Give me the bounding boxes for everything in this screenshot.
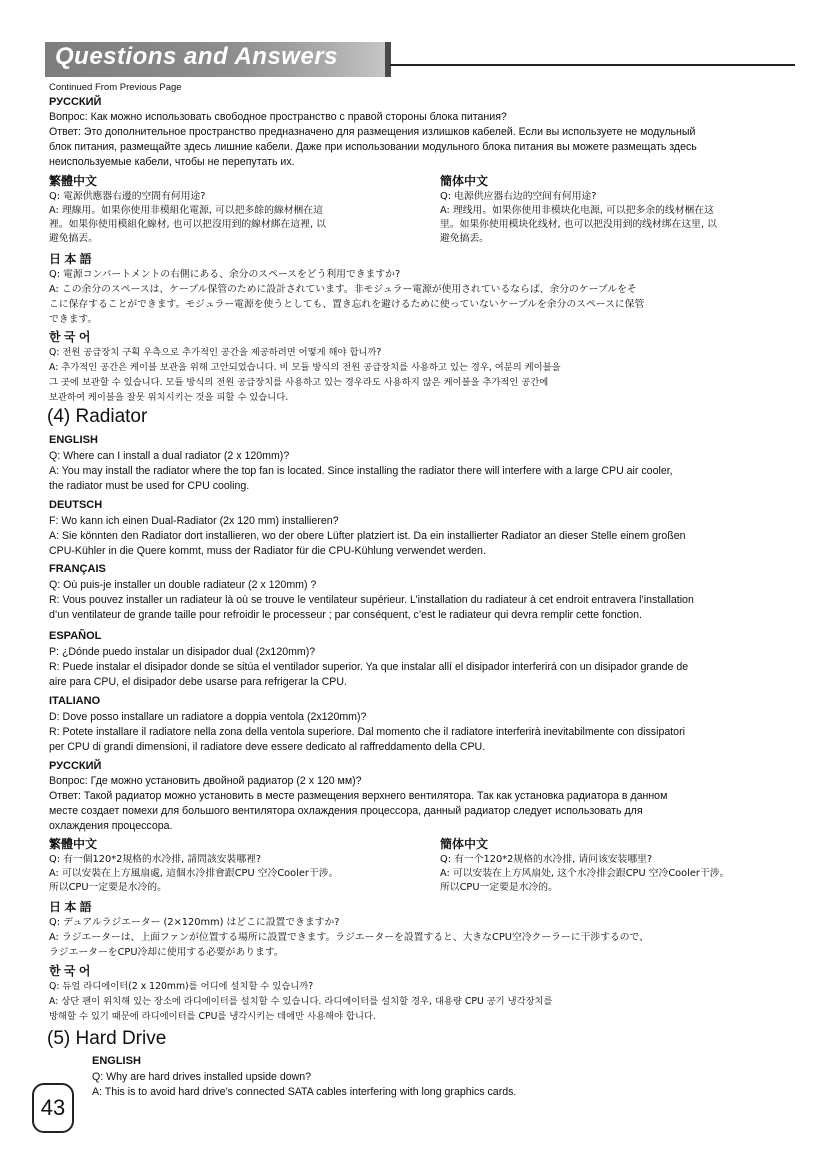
answer-text: aire para CPU, el disipador debe usarse para refrigerar la CPU.: [49, 676, 347, 688]
question-text: Q: 有一個120*2規格的水冷排, 請問該安裝哪裡?: [49, 854, 262, 865]
question-text: F: Wo kann ich einen Dual-Radiator (2x 120 mm) installieren?: [49, 515, 339, 527]
answer-text: 보관하여 케이블을 잘못 위치시키는 것을 피할 수 있습니다.: [49, 392, 289, 403]
lang-label-sc: 簡体中文: [440, 174, 489, 188]
lang-label-ko: 한 국 어: [49, 330, 91, 344]
answer-text: месте создает помехи для большого вентилятора охлаждения процессора, данный радиатор следует использовать для: [49, 805, 643, 817]
answer-text: A: 理线用。如果你使用非模块化电源, 可以把多余的线材梱在这: [440, 205, 714, 216]
page-title: Questions and Answers: [55, 43, 339, 70]
answer-text: 裡。如果你使用模組化線材, 也可以把沒用到的線材綁在這裡, 以: [49, 219, 326, 230]
answer-text: 그 곳에 보관할 수 있습니다. 모듈 방식의 전원 공급장치를 사용하고 있는 경우라도 사용하지 않은 케이블을 추가적인 공간에: [49, 377, 549, 388]
answer-text: ラジエーターをCPU冷却に使用する必要があります。: [49, 947, 284, 958]
answer-text: A: 理線用。如果你使用非模組化電源, 可以把多餘的線材梱在這: [49, 205, 323, 216]
header-rule: [390, 64, 795, 66]
answer-text: 所以CPU一定要是水冷的。: [49, 882, 167, 893]
answer-text: A: 可以安装在上方风扇处, 这个水冷排会跟CPU 空冷Cooler干涉。: [440, 868, 730, 879]
lang-label-en: ENGLISH: [92, 1055, 141, 1067]
answer-text: per CPU di grandi dimensioni, il radiatore deve essere dedicato al raffreddamento della CPU.: [49, 741, 486, 753]
answer-text: блок питания, размещайте здесь лишние кабели. Даже при использовании модульного блока питания вы можете размещать здесь: [49, 141, 697, 153]
question-text: Q: 듀얼 라디에이터(2 x 120mm)를 어디에 설치할 수 있습니까?: [49, 981, 314, 992]
lang-label-tc: 繁體中文: [49, 837, 98, 851]
question-text: Q: 電源コンパートメントの右側にある、余分のスペースをどう利用できますか?: [49, 269, 401, 280]
question-text: Q: Why are hard drives installed upside down?: [92, 1071, 312, 1083]
answer-text: 里。如果你使用模块化线材, 也可以把没用到的线材绑在这里, 以: [440, 219, 717, 230]
lang-label-fr: FRANÇAIS: [49, 563, 106, 575]
header-accent: [385, 42, 391, 77]
lang-label-es: ESPAÑOL: [49, 630, 102, 642]
answer-text: こに保存することができます。モジュラー電源を使うとしても、置き忘れを避けるために使っていないケーブルを余分のスペースに保管: [49, 299, 645, 310]
answer-text: CPU-Kühler in die Quere kommt, muss der Radiator für die CPU-Kühlung verwendet werden.: [49, 545, 486, 557]
answer-text: охлаждения процессора.: [49, 820, 173, 832]
lang-label-jp: 日 本 語: [49, 900, 92, 914]
lang-label-it: ITALIANO: [49, 695, 101, 707]
answer-text: A: 可以安裝在上方風扇處, 這個水冷排會跟CPU 空冷Cooler干涉。: [49, 868, 339, 879]
question-text: Вопрос: Как можно использовать свободное пространство с правой стороны блока питания?: [49, 111, 507, 123]
answer-text: d’un ventilateur de grande taille pour refroidir le processeur ; par conséquent, c’est le radiateur qui devra remplir cette fonction.: [49, 609, 642, 621]
answer-text: できます。: [49, 314, 98, 325]
question-text: Q: 전원 공급장치 구획 우측으로 추가적인 공간을 제공하려면 어떻게 해야 합니까?: [49, 347, 382, 358]
answer-text: A: 추가적인 공간은 케이블 보관을 위해 고안되었습니다. 비 모듈 방식의 전원 공급장치를 사용하고 있는 경우, 여분의 케이블을: [49, 362, 561, 373]
answer-text: A: You may install the radiator where the top fan is located. Since installing the radiator there will interfere with a large CPU air cooler,: [49, 465, 673, 477]
question-text: P: ¿Dónde puedo instalar un disipador dual (2x120mm)?: [49, 646, 316, 658]
lang-label-ru: РУССКИЙ: [49, 760, 102, 772]
page-number: 43: [32, 1083, 74, 1133]
answer-text: A: This is to avoid hard drive’s connected SATA cables interfering with long graphics cards.: [92, 1086, 517, 1098]
answer-text: A: この余分のスペースは、ケーブル保管のために設計されています。非モジュラー電源が使用されているならば、余分のケーブルをそ: [49, 284, 637, 295]
continued-note: Continued From Previous Page: [49, 82, 182, 93]
answer-text: 避免搞丟。: [49, 233, 98, 244]
lang-label-tc: 繁體中文: [49, 174, 98, 188]
lang-label-en: ENGLISH: [49, 434, 98, 446]
lang-label-jp: 日 本 語: [49, 252, 92, 266]
answer-text: 所以CPU一定要是水冷的。: [440, 882, 558, 893]
question-text: Q: 電源供應器右邊的空間有何用途?: [49, 191, 206, 202]
answer-text: R: Potete installare il radiatore nella zona della ventola superiore. Dal momento che il radiatore interferirà inevitabilmente con dissipatori: [49, 726, 685, 738]
section-title-radiator: (4) Radiator: [47, 406, 148, 427]
lang-label-ru: РУССКИЙ: [49, 96, 102, 108]
lang-label-de: DEUTSCH: [49, 499, 103, 511]
question-text: Q: デュアルラジエーター (2×120mm) はどこに設置できますか?: [49, 917, 340, 928]
question-text: Q: Où puis-je installer un double radiateur (2 x 120mm) ?: [49, 579, 317, 591]
answer-text: Ответ: Это дополнительное пространство предназначено для размещения излишков кабелей. Если вы используете не модульный: [49, 126, 696, 138]
question-text: Q: 电源供应器右边的空间有何用途?: [440, 191, 597, 202]
answer-text: Ответ: Такой радиатор можно установить в месте размещения верхнего вентилятора. Так как установка радиатора в данном: [49, 790, 668, 802]
answer-text: the radiator must be used for CPU cooling.: [49, 480, 250, 492]
answer-text: неиспользуемые кабели, чтобы не перепутать их.: [49, 156, 295, 168]
answer-text: A: Sie könnten den Radiator dort installieren, wo der obere Lüfter platziert ist. Da ein installierter Radiator an dieser Stelle einem großen: [49, 530, 686, 542]
question-text: Q: 有一个120*2规格的水冷排, 请问该安装哪里?: [440, 854, 653, 865]
answer-text: A: ラジエーターは、上面ファンが位置する場所に設置できます。ラジエーターを設置すると、大きなCPU空冷クーラーに干渉するので、: [49, 932, 649, 943]
lang-label-ko: 한 국 어: [49, 964, 91, 978]
lang-label-sc: 簡体中文: [440, 837, 489, 851]
answer-text: R: Puede instalar el disipador donde se sitúa el ventilador superior. Ya que instalar allí el disipador interferirá con un disipador grande de: [49, 661, 689, 673]
answer-text: A: 상단 팬이 위치해 있는 장소에 라디에이터를 설치할 수 있습니다. 라디에이터를 설치할 경우, 대용량 CPU 공기 냉각장치를: [49, 996, 553, 1007]
section-title-hard-drive: (5) Hard Drive: [47, 1028, 167, 1049]
answer-text: 방해할 수 있기 때문에 라디에이터를 CPU를 냉각시키는 데에만 사용해야 합니다.: [49, 1011, 376, 1022]
answer-text: R: Vous pouvez installer un radiateur là où se trouve le ventilateur supérieur. L’installation du radiateur à cet endroit entravera l’installation: [49, 594, 694, 606]
answer-text: 避免搞丢。: [440, 233, 489, 244]
question-text: D: Dove posso installare un radiatore a doppia ventola (2x120mm)?: [49, 711, 367, 723]
question-text: Q: Where can I install a dual radiator (2 x 120mm)?: [49, 450, 290, 462]
question-text: Вопрос: Где можно установить двойной радиатор (2 x 120 мм)?: [49, 775, 362, 787]
